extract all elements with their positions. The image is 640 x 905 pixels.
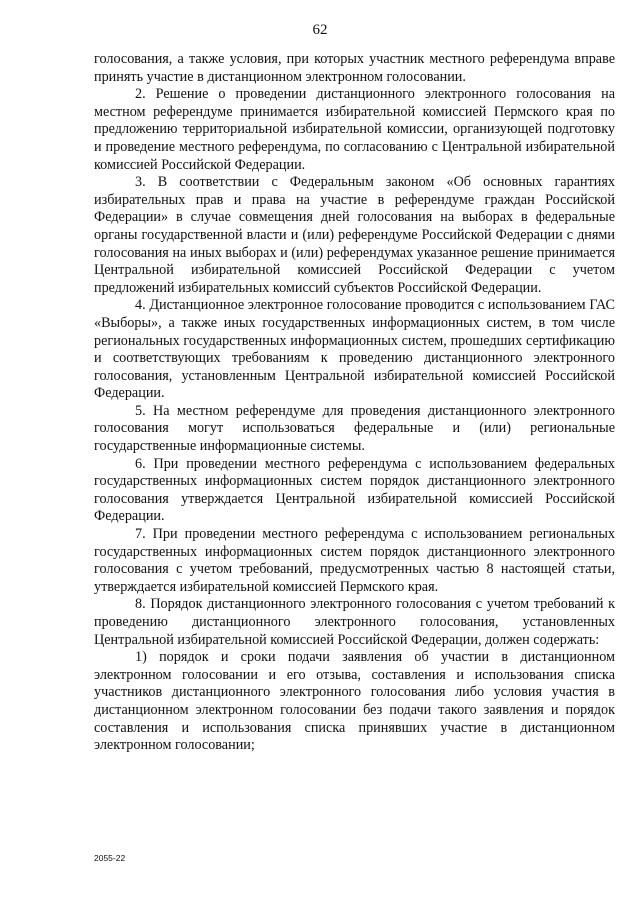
paragraph-3: 3. В соответствии с Федеральным законом «Об основных гарантиях избирательных прав и права на участие в референдуме граждан Российской Федерации» в случае совмещения дней голосования на выборах в федеральные органы государственной власти и (или) референдуме Российской Федерации с днями голосования на иных выборах и (или) референдумах указанное решение принимается Центральной избирательной комиссией Российской Федерации с учетом предложений избирательных комиссий субъектов Российской Федерации. (94, 174, 615, 296)
page-number: 62 (312, 22, 328, 38)
paragraph-6: 6. При проведении местного референдума с использованием федеральных государственных информационных систем порядок дистанционного электронного голосования утверждается Центральной избирательной комиссией Российской Федерации. (94, 455, 615, 525)
paragraph-8: 8. Порядок дистанционного электронного голосования с учетом требований к проведению дистанционного электронного голосования, установленных Центральной избирательной комиссией Российской Федерации, должен содержать: (94, 596, 615, 648)
paragraph-5: 5. На местном референдуме для проведения дистанционного электронного голосования могут использоваться федеральные и (или) региональные государственные информационные системы. (94, 402, 615, 455)
paragraph-2: 2. Решение о проведении дистанционного электронного голосования на местном референдуме принимается избирательной комиссией Пермского края по предложению территориальной избирательной комиссии, организующей подготовку и проведение местного референдума, по согласованию с Центральной избирательной комиссией Российской Федерации. (94, 86, 615, 173)
document-body (94, 51, 615, 755)
paragraph-7: 7. При проведении местного референдума с использованием региональных государственных информационных систем порядок дистанционного электронного голосования с учетом требований, предусмотренных частью 8 настоящей статьи, утверждается избирательной комиссией Пермского края. (94, 526, 615, 595)
paragraph-8-item-1: 1) порядок и сроки подачи заявления об участии в дистанционном электронном голосовании и его отзыва, составления и использования списка участников дистанционного электронного голосования либо условия участия в дистанционном электронном голосовании без подачи такого заявления и порядок составления и использования списка принявших участие в дистанционном электронном голосовании; (94, 649, 615, 754)
document-code: 2055-22 (94, 853, 126, 863)
paragraph-continuation: голосования, а также условия, при которых участник местного референдума вправе принять участие в дистанционном электронном голосовании. (94, 51, 615, 85)
paragraph-4: 4. Дистанционное электронное голосование проводится с использованием ГАС «Выборы», а также иных государственных информационных систем, в том числе региональных государственных информационных систем, прошедших сертификацию и соответствующих требованиям к проведению дистанционного электронного голосования, установленным Центральной избирательной комиссией Российской Федерации. (94, 297, 615, 402)
